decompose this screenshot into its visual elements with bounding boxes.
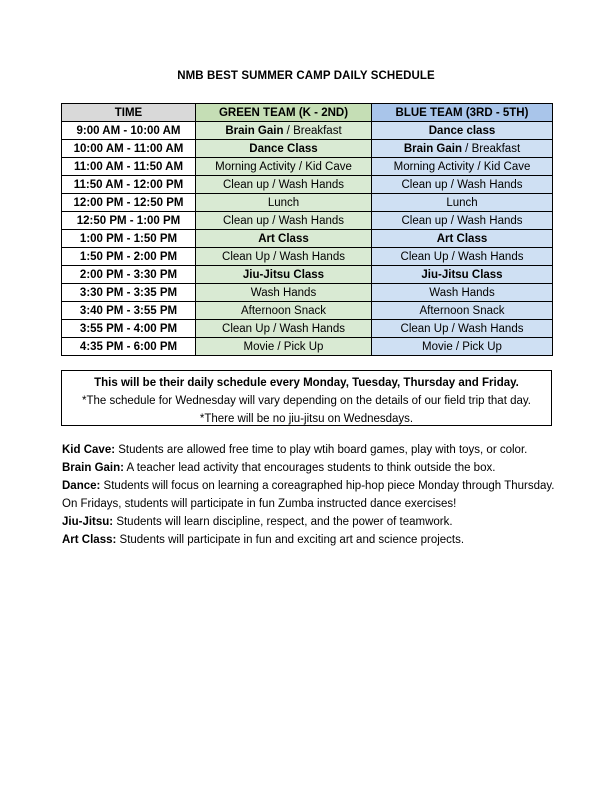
activity-definitions bbox=[62, 441, 562, 549]
green-team-column-header: GREEN TEAM (K - 2ND) bbox=[196, 104, 372, 122]
activity-text: Clean Up / Wash Hands bbox=[222, 322, 345, 335]
green-team-cell bbox=[196, 158, 372, 176]
activity-text: Movie / Pick Up bbox=[422, 340, 502, 353]
blue-team-cell bbox=[372, 230, 553, 248]
definition-term: Kid Cave: bbox=[62, 444, 116, 456]
blue-team-cell bbox=[372, 338, 553, 356]
definition-term: Brain Gain: bbox=[62, 462, 124, 474]
blue-team-cell bbox=[372, 212, 553, 230]
blue-team-cell bbox=[372, 302, 553, 320]
table-row bbox=[62, 230, 553, 248]
activity-text: Afternoon Snack bbox=[419, 304, 505, 317]
green-team-cell bbox=[196, 212, 372, 230]
definition-item bbox=[62, 513, 562, 531]
activity-text: Wash Hands bbox=[429, 286, 495, 299]
green-team-cell bbox=[196, 266, 372, 284]
time-column-header: TIME bbox=[62, 104, 196, 122]
activity-bold-text: Jiu-Jitsu Class bbox=[242, 268, 325, 281]
time-cell: 3:30 PM - 3:35 PM bbox=[62, 284, 196, 302]
definition-text: A teacher lead activity that encourages students to think outside the box. bbox=[123, 462, 496, 474]
definition-text: Students will participate in fun and exciting art and science projects. bbox=[116, 534, 465, 546]
definition-text: Students will focus on learning a coreagraphed hip-hop piece Monday through Thursday. On Fridays, students will participate in fun Zumba instructed dance exercises! bbox=[62, 480, 555, 510]
activity-text: Morning Activity / Kid Cave bbox=[215, 160, 352, 173]
blue-team-cell bbox=[372, 284, 553, 302]
table-row bbox=[62, 122, 553, 140]
green-team-cell bbox=[196, 176, 372, 194]
green-team-cell bbox=[196, 302, 372, 320]
blue-team-cell bbox=[372, 266, 553, 284]
activity-bold-text: Brain Gain bbox=[225, 124, 284, 137]
time-cell: 10:00 AM - 11:00 AM bbox=[62, 140, 196, 158]
table-row bbox=[62, 194, 553, 212]
schedule-notice bbox=[61, 370, 552, 426]
table-row bbox=[62, 338, 553, 356]
time-cell: 12:00 PM - 12:50 PM bbox=[62, 194, 196, 212]
document-title: NMB BEST SUMMER CAMP DAILY SCHEDULE bbox=[177, 70, 435, 82]
green-team-cell bbox=[196, 248, 372, 266]
time-cell: 1:00 PM - 1:50 PM bbox=[62, 230, 196, 248]
activity-bold-text: Dance Class bbox=[249, 142, 318, 155]
definition-item bbox=[62, 441, 562, 459]
activity-text: Afternoon Snack bbox=[240, 304, 327, 317]
schedule-table bbox=[61, 103, 553, 356]
time-cell: 4:35 PM - 6:00 PM bbox=[62, 338, 196, 356]
green-team-cell bbox=[196, 320, 372, 338]
blue-team-column-header: BLUE TEAM (3RD - 5TH) bbox=[372, 104, 553, 122]
green-team-cell bbox=[196, 230, 372, 248]
definition-text: Students will learn discipline, respect, and the power of teamwork. bbox=[113, 516, 453, 528]
activity-bold-text: Brain Gain bbox=[403, 142, 462, 155]
time-cell: 3:40 PM - 3:55 PM bbox=[62, 302, 196, 320]
activity-text: / Breakfast bbox=[283, 124, 342, 137]
table-header-row bbox=[62, 104, 553, 122]
blue-team-cell bbox=[372, 248, 553, 266]
notice-line-3: *There will be no jiu-jitsu on Wednesdays. bbox=[199, 413, 414, 425]
table-row bbox=[62, 284, 553, 302]
table-row bbox=[62, 248, 553, 266]
table-row bbox=[62, 212, 553, 230]
notice-line-2: *The schedule for Wednesday will vary depending on the details of our field trip that day. bbox=[82, 395, 531, 407]
activity-text: Clean up / Wash Hands bbox=[222, 214, 345, 227]
time-cell: 2:00 PM - 3:30 PM bbox=[62, 266, 196, 284]
activity-text: Clean up / Wash Hands bbox=[222, 178, 345, 191]
activity-text: Clean up / Wash Hands bbox=[401, 214, 523, 227]
time-cell: 1:50 PM - 2:00 PM bbox=[62, 248, 196, 266]
activity-text: Clean up / Wash Hands bbox=[401, 178, 523, 191]
activity-text: Lunch bbox=[267, 196, 300, 209]
definition-text: Students are allowed free time to play wtih board games, play with toys, or color. bbox=[115, 444, 528, 456]
definition-item bbox=[62, 477, 562, 513]
table-row bbox=[62, 320, 553, 338]
activity-text: Clean Up / Wash Hands bbox=[400, 250, 524, 263]
green-team-cell bbox=[196, 194, 372, 212]
blue-team-cell bbox=[372, 176, 553, 194]
activity-text: Movie / Pick Up bbox=[243, 340, 324, 353]
activity-text: Clean Up / Wash Hands bbox=[400, 322, 524, 335]
activity-bold-text: Dance class bbox=[428, 124, 496, 137]
activity-text: Morning Activity / Kid Cave bbox=[393, 160, 531, 173]
notice-line-1: This will be their daily schedule every Monday, Tuesday, Thursday and Friday. bbox=[94, 377, 519, 389]
activity-text: Wash Hands bbox=[250, 286, 317, 299]
blue-team-cell bbox=[372, 158, 553, 176]
table-row bbox=[62, 176, 553, 194]
green-team-cell bbox=[196, 338, 372, 356]
time-cell: 11:50 AM - 12:00 PM bbox=[62, 176, 196, 194]
activity-bold-text: Jiu-Jitsu Class bbox=[421, 268, 503, 281]
definition-term: Art Class: bbox=[62, 534, 117, 546]
activity-bold-text: Art Class bbox=[436, 232, 488, 245]
definition-term: Jiu-Jitsu: bbox=[62, 516, 114, 528]
time-cell: 11:00 AM - 11:50 AM bbox=[62, 158, 196, 176]
blue-team-cell bbox=[372, 122, 553, 140]
green-team-cell bbox=[196, 284, 372, 302]
activity-text: Lunch bbox=[446, 196, 478, 209]
time-cell: 12:50 PM - 1:00 PM bbox=[62, 212, 196, 230]
activity-text: / Breakfast bbox=[461, 142, 521, 155]
time-cell: 9:00 AM - 10:00 AM bbox=[62, 122, 196, 140]
blue-team-cell bbox=[372, 140, 553, 158]
table-row bbox=[62, 140, 553, 158]
definition-item bbox=[62, 531, 562, 549]
activity-text: Clean Up / Wash Hands bbox=[222, 250, 345, 263]
table-row bbox=[62, 302, 553, 320]
blue-team-cell bbox=[372, 320, 553, 338]
green-team-cell bbox=[196, 140, 372, 158]
time-cell: 3:55 PM - 4:00 PM bbox=[62, 320, 196, 338]
blue-team-cell bbox=[372, 194, 553, 212]
definition-term: Dance: bbox=[62, 480, 101, 492]
activity-bold-text: Art Class bbox=[258, 232, 309, 245]
definition-item bbox=[62, 459, 562, 477]
green-team-cell bbox=[196, 122, 372, 140]
table-row bbox=[62, 266, 553, 284]
schedule-body bbox=[62, 122, 553, 356]
table-row bbox=[62, 158, 553, 176]
